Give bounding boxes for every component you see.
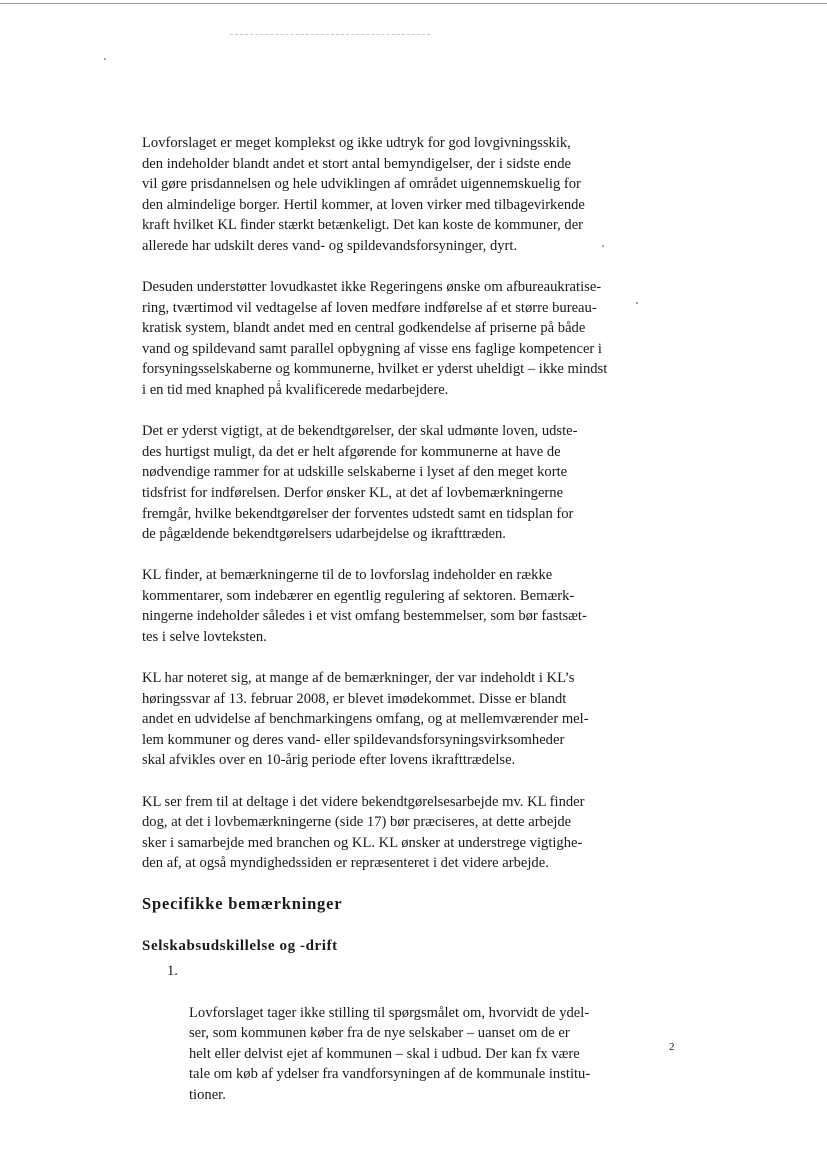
scan-speck (636, 302, 638, 304)
scan-artifact-line (230, 34, 430, 35)
paragraph: Desuden understøtter lovudkastet ikke Regeringens ønske om afbureaukratise- ring, tværtimod vil vedtagelse af loven medføre indførelse af et større bureau- kratisk system, blandt andet med en central godkendelse af priserne på både vand og spildevand samt parallel opbygning af visse ens faglige kompetencer i forsyningsselskaberne og kommunerne, hvilket er yderst uheldigt – ikke mindst i en tid med knaphed på kvalificerede medarbejdere. (142, 279, 608, 399)
paragraph: Lovforslaget er meget komplekst og ikke udtryk for god lovgivningsskik, den indeholder blandt andet et stort antal bemyndigelser, der i sidste ende vil gøre prisdannelsen og hele udviklingen af området uigennemskuelig for den almindelige borger. Hertil kommer, at loven virker med tilbagevirkende kraft hvilket KL finder stærkt betænkeligt. Det kan koste de kommuner, der allerede har udskilt deres vand- og spildevandsforsyninger, dyrt. (142, 135, 585, 254)
paragraph: Det er yderst vigtigt, at de bekendtgørelser, der skal udmønte loven, udste- des hurtigst muligt, da det er helt afgørende for kommunerne at have de nødvendige rammer for at udskille selskaberne i lyset af den meget korte tidsfrist for indførelsen. Derfor ønsker KL, at det af lovbemærkningerne fremgår, hvilke bekendtgørelser der forventes udstedt samt en tidsplan for de pågældende bekendtgørelsers udarbejdelse og ikrafttræden. (142, 423, 578, 543)
list-item-number: 1. (167, 963, 178, 980)
page-number: 2 (669, 1041, 675, 1053)
paragraph: KL har noteret sig, at mange af de bemærkninger, der var indeholdt i KL’s høringssvar af 13. februar 2008, er blevet imødekommet. Disse er blandt andet en udvidelse af benchmarkingens omfang, og at mellemværender mel- lem kommuner og deres vand- eller spildevandsforsyningsvirksomheder skal afvikles over en 10-årig periode efter lovens ikrafttrædelse. (142, 670, 589, 769)
section-heading: Specifikke bemærkninger (142, 894, 343, 914)
scan-edge-line (0, 3, 827, 4)
scan-speck (104, 58, 106, 60)
list-item-text: Lovforslaget tager ikke stilling til spørgsmålet om, hvorvidt de ydel- ser, som kommunen køber fra de nye selskaber – uanset om de er helt eller delvist ejet af kommunen – skal i udbud. Der kan fx være tale om køb af ydelser fra vandforsyningen af de kommunale institu- tioner. (189, 1004, 591, 1103)
subsection-heading: Selskabsudskillelse og -drift (142, 938, 338, 955)
document-page (142, 133, 634, 1106)
list-item (142, 961, 634, 1105)
paragraph: KL finder, at bemærkningerne til de to lovforslag indeholder en række kommentarer, som indebærer en egentlig regulering af sektoren. Bemærk- ningerne indeholder således i et vist omfang bestemmelser, som bør fastsæt- tes i selve lovteksten. (142, 567, 587, 645)
paragraph: KL ser frem til at deltage i det videre bekendtgørelsesarbejde mv. KL finder dog, at det i lovbemærkningerne (side 17) bør præciseres, at dette arbejde sker i samarbejde med branchen og KL. KL ønsker at understrege vigtighe- den af, at også myndighedssiden er repræsenteret i det videre arbejde. (142, 793, 585, 872)
